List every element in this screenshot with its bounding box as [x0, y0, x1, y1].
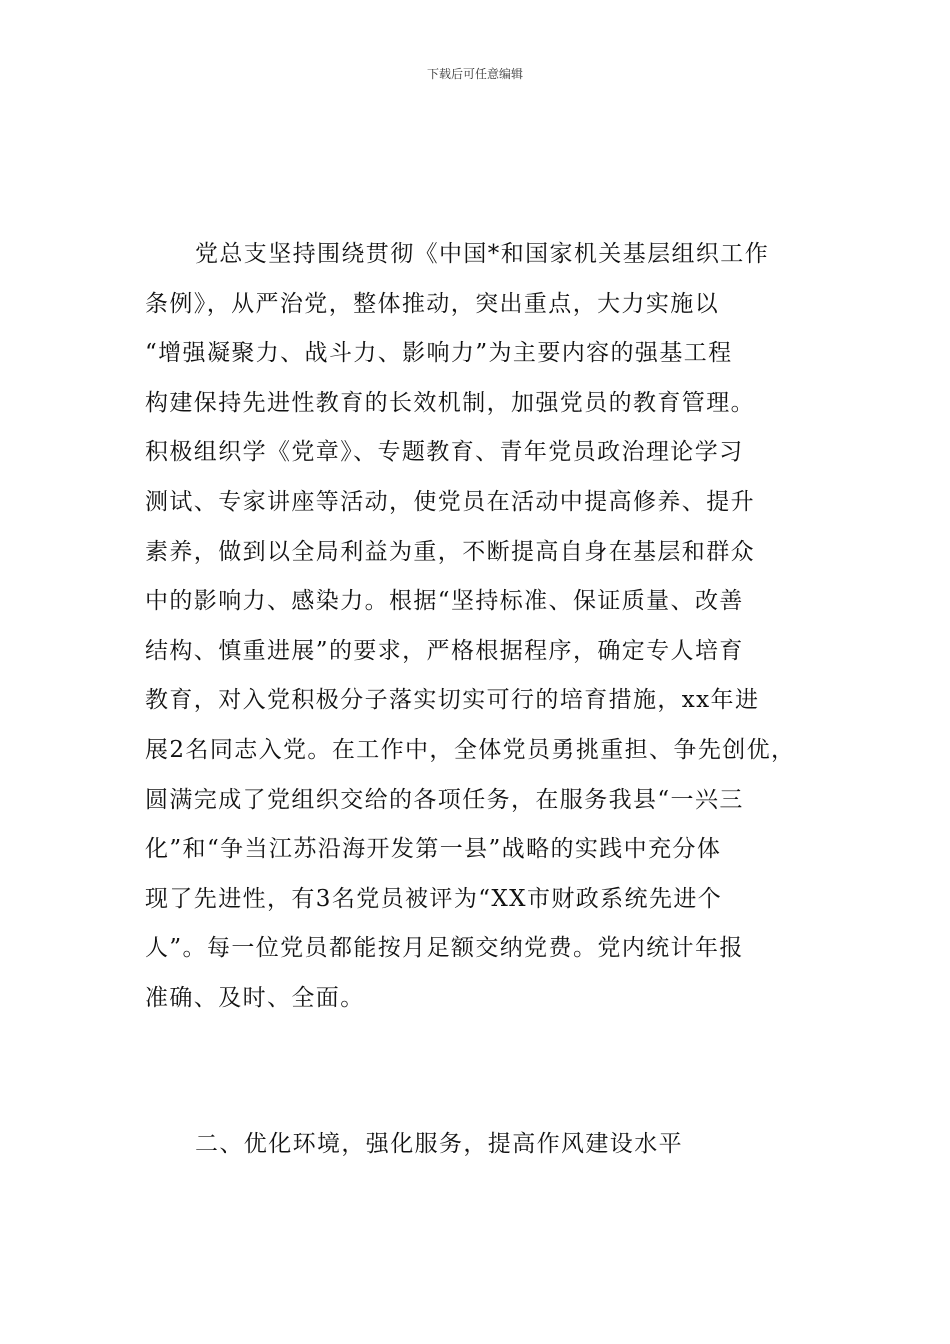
paragraph-line: 教育，对入党积极分子落实切实可行的培育措施，xx年进 — [145, 687, 760, 714]
paragraph-line: 圆满完成了党组织交给的各项任务，在服务我县“一兴三 — [145, 786, 744, 813]
paragraph-line: 测试、专家讲座等活动，使党员在活动中提高修养、提升 — [145, 488, 755, 515]
paragraph-line: 化”和“争当江苏沿海开发第一县”战略的实践中充分体 — [145, 836, 722, 863]
paragraph-line: 积极组织学《党章》、专题教育、青年党员政治理论学习 — [145, 439, 744, 466]
paragraph-line: 人”。每一位党员都能按月足额交纳党费。党内统计年报 — [145, 935, 744, 962]
body-paragraph — [145, 230, 810, 1024]
paragraph-line: 现了先进性，有3名党员被评为“XX市财政系统先进个 — [145, 885, 723, 912]
paragraph-line: 准确、及时、全面。 — [145, 984, 365, 1011]
section-heading: 二、优化环境，强化服务，提高作风建设水平 — [195, 1131, 683, 1157]
paragraph-line: 中的影响力、感染力。根据“坚持标准、保证质量、改善 — [145, 588, 744, 615]
paragraph-line: 党总支坚持围绕贯彻《中国*和国家机关基层组织工作 — [195, 241, 770, 267]
paragraph-line: “增强凝聚力、战斗力、影响力”为主要内容的强基工程 — [145, 340, 733, 367]
paragraph-line: 素养，做到以全局利益为重，不断提高自身在基层和群众 — [145, 538, 755, 565]
page-header-note: 下载后可任意编辑 — [426, 67, 523, 81]
paragraph-line: 展2名同志入党。在工作中，全体党员勇挑重担、争先创优， — [145, 736, 796, 763]
paragraph-line: 构建保持先进性教育的长效机制，加强党员的教育管理。 — [145, 389, 755, 416]
paragraph-line: 结构、慎重进展”的要求，严格根据程序，确定专人培育 — [145, 637, 744, 664]
paragraph-line: 条例》，从严治党，整体推动，突出重点，大力实施以 — [145, 290, 720, 317]
